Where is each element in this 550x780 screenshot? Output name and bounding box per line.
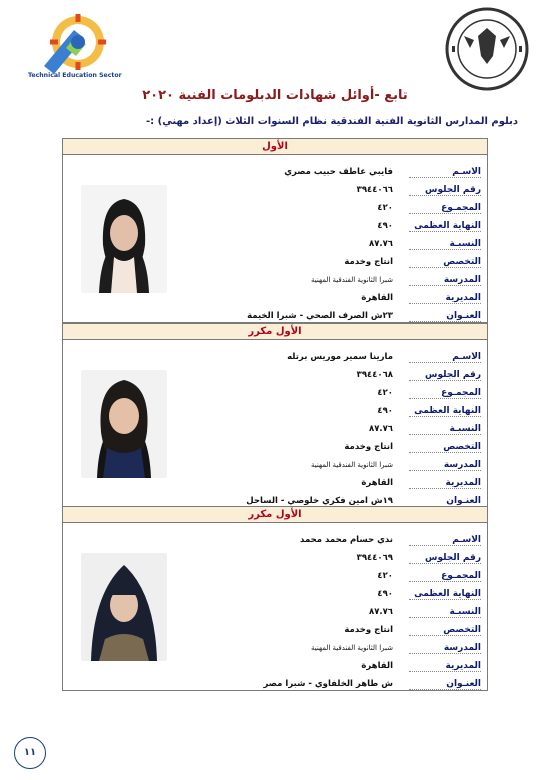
total-score: ٤٢٠	[377, 571, 393, 581]
rank-header: الأول	[63, 139, 487, 155]
student-card	[62, 138, 488, 323]
label-seat: رقم الجلوس	[409, 553, 481, 564]
total-score: ٤٢٠	[377, 388, 393, 398]
label-directorate: المديرية	[409, 661, 481, 672]
subtitle-text: دبلوم المدارس الثانوية الفنية الفندقية نظام السنوات الثلاث (إعداد مهني) :	[150, 116, 518, 127]
school-name: شبرا الثانوية الفندقية المهنية	[311, 461, 393, 469]
student-card	[62, 506, 488, 691]
label-seat: رقم الجلوس	[409, 370, 481, 381]
specialization: انتاج وخدمة	[344, 257, 393, 267]
seat-number: ٣٩٤٤٠٦٩	[356, 553, 393, 563]
student-name: فايبي عاطف حبيب مصري	[284, 167, 393, 177]
label-address: العنـوان	[409, 311, 481, 322]
directorate: القاهرة	[361, 293, 393, 303]
specialization: انتاج وخدمة	[344, 442, 393, 452]
percentage: ٨٧.٧٦	[369, 424, 393, 434]
logo-caption: Technical Education Sector	[28, 72, 122, 79]
student-name: ندي حسام محمد محمد	[300, 535, 393, 545]
seat-number: ٣٩٤٤٠٦٨	[356, 370, 393, 380]
student-card	[62, 323, 488, 508]
directorate: القاهرة	[361, 661, 393, 671]
total-score: ٤٢٠	[377, 203, 393, 213]
label-name: الاسـم	[409, 352, 481, 363]
label-directorate: المديرية	[409, 478, 481, 489]
percentage: ٨٧.٧٦	[369, 607, 393, 617]
address: ٢٣ش الصرف الصحي - شبرا الخيمة	[247, 311, 393, 321]
rank-header: الأول مكرر	[63, 507, 487, 523]
max-score: ٤٩٠	[377, 406, 393, 416]
percentage: ٨٧.٧٦	[369, 239, 393, 249]
label-total: المجمـوع	[409, 571, 481, 582]
label-name: الاسـم	[409, 535, 481, 546]
label-total: المجمـوع	[409, 203, 481, 214]
student-photo	[81, 185, 167, 293]
label-address: العنـوان	[409, 679, 481, 690]
label-percent: النسبـة	[409, 424, 481, 435]
student-photo	[81, 370, 167, 478]
seat-number: ٣٩٤٤٠٦٦	[356, 185, 393, 195]
label-max: النهاية العظمى	[409, 406, 481, 417]
page-number: ١١	[14, 737, 46, 769]
label-specialization: التخصص	[409, 442, 481, 453]
label-percent: النسبـة	[409, 607, 481, 618]
page-title: تابع -أوائل شهادات الدبلومات الفنية ٢٠٢٠	[142, 88, 408, 103]
label-name: الاسـم	[409, 167, 481, 178]
address: ١٩ش امين فكري خلوصي - الساحل	[246, 496, 393, 506]
label-school: المدرسة	[409, 643, 481, 654]
student-name: مارينا سمير موريس برتله	[287, 352, 393, 362]
label-specialization: التخصص	[409, 257, 481, 268]
label-school: المدرسة	[409, 275, 481, 286]
label-seat: رقم الجلوس	[409, 185, 481, 196]
label-max: النهاية العظمى	[409, 589, 481, 600]
directorate: القاهرة	[361, 478, 393, 488]
address: ش طاهر الخلفاوي - شبرا مصر	[263, 679, 393, 689]
max-score: ٤٩٠	[377, 589, 393, 599]
school-name: شبرا الثانوية الفندقية المهنية	[311, 644, 393, 652]
bullet-dash: -	[146, 116, 151, 127]
label-total: المجمـوع	[409, 388, 481, 399]
section-subtitle	[48, 116, 518, 127]
school-name: شبرا الثانوية الفندقية المهنية	[311, 276, 393, 284]
max-score: ٤٩٠	[377, 221, 393, 231]
rank-header: الأول مكرر	[63, 324, 487, 340]
label-address: العنـوان	[409, 496, 481, 507]
student-photo	[81, 553, 167, 661]
ministry-seal	[444, 6, 530, 92]
label-school: المدرسة	[409, 460, 481, 471]
label-max: النهاية العظمى	[409, 221, 481, 232]
label-percent: النسبـة	[409, 239, 481, 250]
label-directorate: المديرية	[409, 293, 481, 304]
specialization: انتاج وخدمة	[344, 625, 393, 635]
label-specialization: التخصص	[409, 625, 481, 636]
